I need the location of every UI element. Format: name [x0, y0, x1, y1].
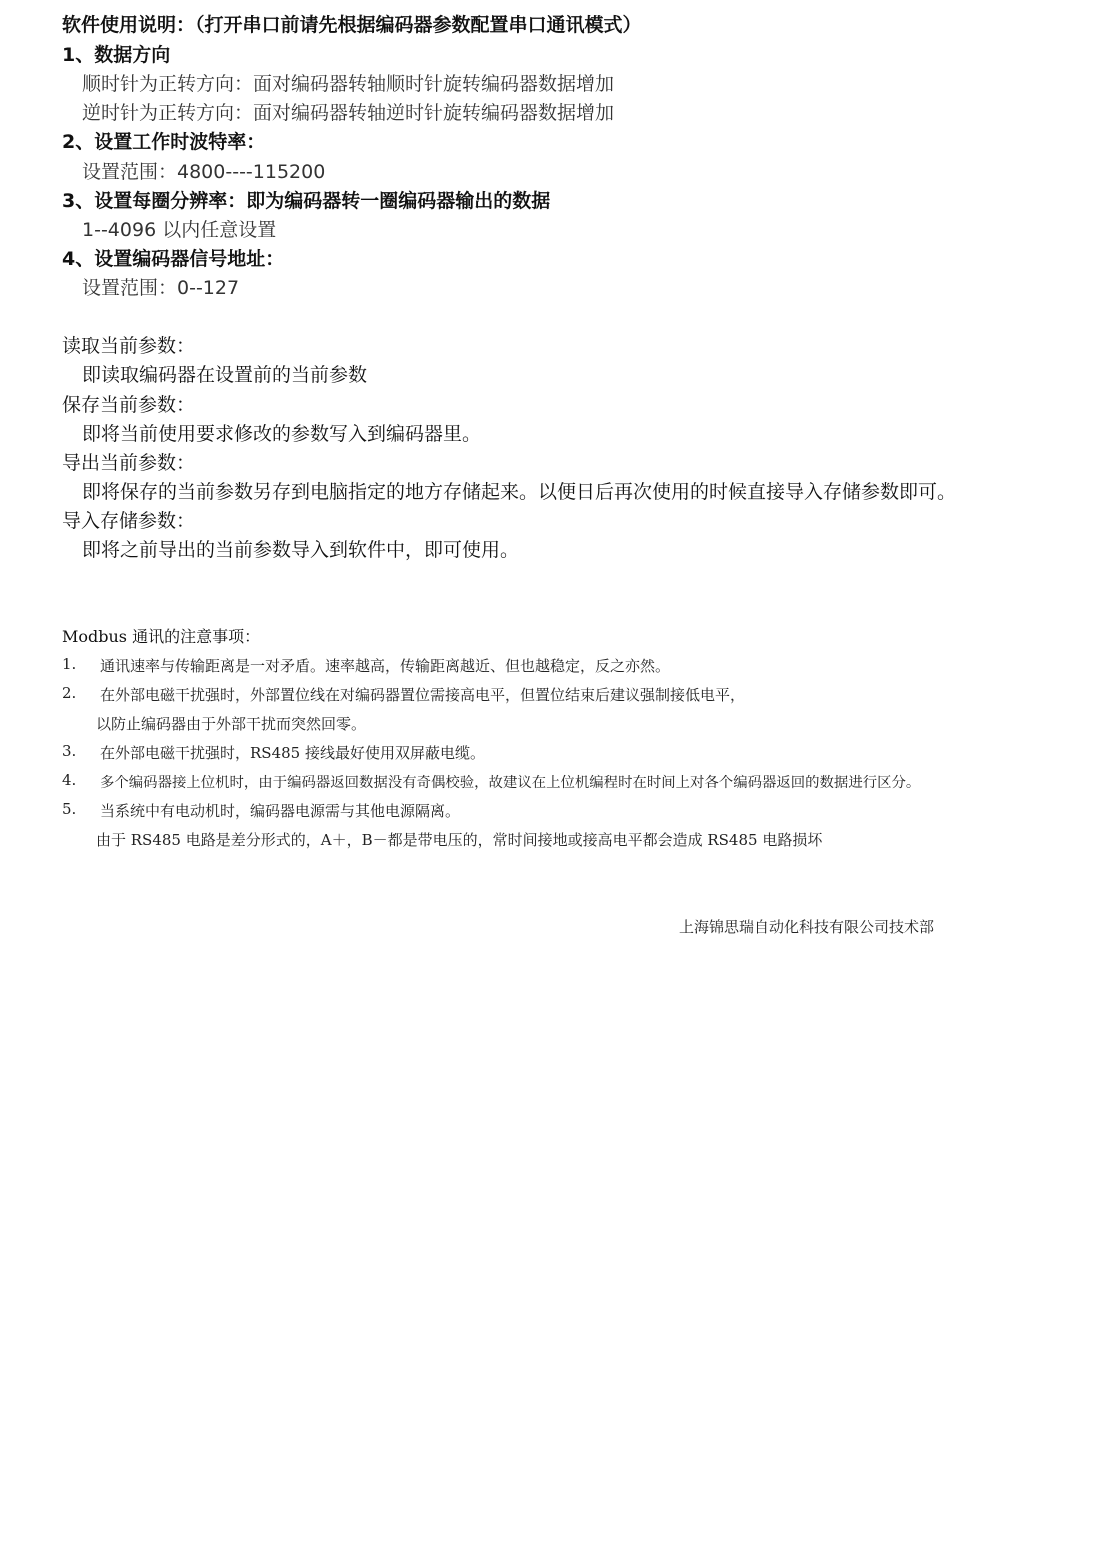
operation-desc: 即将当前使用要求修改的参数写入到编码器里。: [82, 423, 482, 445]
list-number: 4.: [62, 771, 77, 789]
list-number: 1.: [62, 655, 77, 673]
section-heading-baudrate: 2、设置工作时波特率：: [62, 131, 266, 153]
section-line: 逆时针为正转方向：面对编码器转轴逆时针旋转编码器数据增加: [82, 102, 615, 124]
list-number: 2.: [62, 684, 77, 702]
list-item: 通讯速率与传输距离是一对矛盾。速率越高，传输距离越近、但也越稳定，反之亦然。: [100, 657, 671, 675]
operation-desc: 即将之前导出的当前参数导入到软件中，即可使用。: [82, 539, 520, 561]
section-heading-resolution: 3、设置每圈分辨率：即为编码器转一圈编码器输出的数据: [62, 190, 551, 212]
modbus-title: Modbus 通讯的注意事项：: [62, 627, 261, 646]
list-item: 当系统中有电动机时，编码器电源需与其他电源隔离。: [100, 802, 461, 820]
section-heading-direction: 1、数据方向: [62, 44, 171, 66]
section-line: 1--4096 以内任意设置: [82, 219, 277, 241]
operation-title-read: 读取当前参数：: [62, 335, 196, 357]
list-item: 在外部电磁干扰强时，外部置位线在对编码器置位需接高电平，但置位结束后建议强制接低电平，: [100, 686, 746, 704]
section-heading-address: 4、设置编码器信号地址：: [62, 248, 285, 270]
operation-desc: 即读取编码器在设置前的当前参数: [82, 364, 368, 386]
operation-title-save: 保存当前参数：: [62, 394, 196, 416]
list-item-continuation: 以防止编码器由于外部干扰而突然回零。: [96, 715, 367, 733]
section-line: 顺时针为正转方向：面对编码器转轴顺时针旋转编码器数据增加: [82, 73, 615, 95]
operation-desc: 即将保存的当前参数另存到电脑指定的地方存储起来。以便日后再次使用的时候直接导入存储参数即可。: [82, 481, 957, 503]
list-number: 3.: [62, 742, 77, 760]
company-signature: 上海锦思瑞自动化科技有限公司技术部: [679, 918, 935, 936]
section-line: 设置范围：0--127: [82, 277, 240, 299]
list-number: 5.: [62, 800, 77, 818]
list-item: 多个编码器接上位机时，由于编码器返回数据没有奇偶校验，故建议在上位机编程时在时间上对各个编码器返回的数据进行区分。: [100, 775, 921, 791]
operation-title-import: 导入存储参数：: [62, 510, 196, 532]
operation-title-export: 导出当前参数：: [62, 452, 196, 474]
list-item-continuation: 由于 RS485 电路是差分形式的，A＋，B－都是带电压的，常时间接地或接高电平都会造成 RS485 电路损坏: [96, 831, 823, 849]
list-item: 在外部电磁干扰强时，RS485 接线最好使用双屏蔽电缆。: [100, 744, 485, 762]
document-title: 软件使用说明：（打开串口前请先根据编码器参数配置串口通讯模式）: [62, 14, 642, 36]
section-line: 设置范围：4800----115200: [82, 161, 326, 183]
